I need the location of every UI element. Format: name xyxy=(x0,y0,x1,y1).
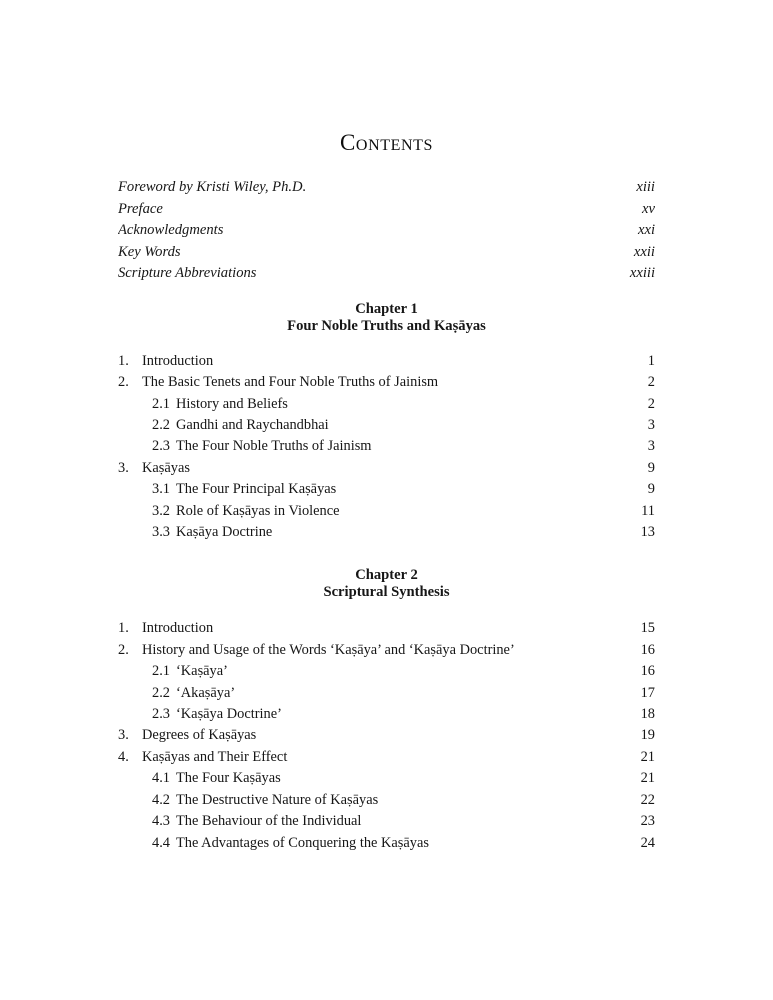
entry-number: 4.1 xyxy=(152,770,170,787)
entry-page-number: 9 xyxy=(647,481,655,498)
entry-page-number: 2 xyxy=(647,374,655,391)
page-title: Contents xyxy=(339,130,434,155)
toc-subentry-row[interactable] xyxy=(118,833,655,854)
entry-page-number: 15 xyxy=(640,620,655,637)
entry-page-number: 21 xyxy=(640,748,655,765)
entry-page-number: 17 xyxy=(640,684,655,701)
entry-number: 4.2 xyxy=(152,791,170,808)
toc-entry-row[interactable] xyxy=(118,747,655,768)
entry-title: The Destructive Nature of Kaṣāyas xyxy=(176,791,379,808)
toc-entry-row[interactable] xyxy=(118,618,655,639)
toc-entry-row[interactable] xyxy=(118,640,655,661)
toc-entry-row[interactable] xyxy=(118,458,655,479)
toc-subentry-row[interactable] xyxy=(118,704,655,725)
entry-page-number: 16 xyxy=(640,663,655,680)
toc-subentry-row[interactable] xyxy=(118,790,655,811)
toc-subentry-row[interactable] xyxy=(118,768,655,789)
section-spacer xyxy=(118,285,655,301)
entry-number: 3. xyxy=(118,727,129,744)
entry-page-number: 1 xyxy=(647,352,655,369)
entry-number: 4.4 xyxy=(152,834,170,851)
toc-entry-row[interactable] xyxy=(118,351,655,372)
section-spacer xyxy=(118,543,655,567)
front-matter-row[interactable] xyxy=(118,220,655,242)
front-matter-page-number: xxii xyxy=(633,243,655,260)
front-matter-list xyxy=(118,177,655,285)
toc-subentry-row[interactable] xyxy=(118,501,655,522)
section-spacer xyxy=(118,601,655,618)
entry-title: The Advantages of Conquering the Kaṣāyas xyxy=(176,834,429,851)
chapter-title: Four Noble Truths and Kaṣāyas xyxy=(287,317,486,334)
front-matter-row[interactable] xyxy=(118,263,655,285)
toc-subentry-row[interactable] xyxy=(118,479,655,500)
entry-number: 2. xyxy=(118,641,129,658)
entry-number: 4. xyxy=(118,748,129,765)
entry-title: The Four Noble Truths of Jainism xyxy=(176,438,372,455)
entry-title: The Basic Tenets and Four Noble Truths of Jainism xyxy=(142,374,439,391)
toc-content-area xyxy=(118,130,655,854)
entry-number: 3.3 xyxy=(152,524,170,541)
entry-title: ‘Kaṣāya’ xyxy=(176,663,228,680)
front-matter-page-number: xxiii xyxy=(629,265,655,282)
front-matter-label: Key Words xyxy=(118,243,181,260)
chapter-heading xyxy=(118,567,655,601)
front-matter-row[interactable] xyxy=(118,199,655,221)
entry-number: 1. xyxy=(118,620,129,637)
entry-title: Role of Kaṣāyas in Violence xyxy=(176,502,340,519)
entry-number: 3. xyxy=(118,459,129,476)
entry-title: Kaṣāyas and Their Effect xyxy=(142,748,288,765)
entry-page-number: 18 xyxy=(640,706,655,723)
front-matter-label: Preface xyxy=(118,200,163,217)
entry-title: Kaṣāyas xyxy=(142,459,190,476)
entry-page-number: 23 xyxy=(640,813,655,830)
entry-page-number: 3 xyxy=(647,438,655,455)
front-matter-page-number: xiii xyxy=(636,179,655,196)
entry-page-number: 3 xyxy=(647,417,655,434)
entry-page-number: 13 xyxy=(640,524,655,541)
toc-subentry-row[interactable] xyxy=(118,415,655,436)
entry-page-number: 19 xyxy=(640,727,655,744)
entry-page-number: 9 xyxy=(647,459,655,476)
entry-number: 2.2 xyxy=(152,417,170,434)
chapter-title: Scriptural Synthesis xyxy=(323,584,450,601)
entry-page-number: 24 xyxy=(640,834,655,851)
front-matter-page-number: xv xyxy=(642,200,655,217)
chapter-heading xyxy=(118,301,655,335)
toc-subentry-row[interactable] xyxy=(118,683,655,704)
entry-title: ‘Akaṣāya’ xyxy=(176,684,236,701)
front-matter-label: Foreword by Kristi Wiley, Ph.D. xyxy=(118,179,307,196)
front-matter-row[interactable] xyxy=(118,242,655,264)
entry-title: History and Usage of the Words ‘Kaṣāya’ and ‘Kaṣāya Doctrine’ xyxy=(142,641,515,658)
entry-number: 3.2 xyxy=(152,502,170,519)
entry-title: Introduction xyxy=(142,620,214,637)
entry-page-number: 16 xyxy=(640,641,655,658)
entry-page-number: 22 xyxy=(640,791,655,808)
toc-subentry-row[interactable] xyxy=(118,811,655,832)
front-matter-row[interactable] xyxy=(118,177,655,199)
chapter-label: Chapter 1 xyxy=(355,300,418,317)
entry-title: Gandhi and Raychandbhai xyxy=(176,417,329,434)
entry-page-number: 11 xyxy=(641,502,655,519)
toc-entry-row[interactable] xyxy=(118,372,655,393)
entry-number: 1. xyxy=(118,352,129,369)
toc-subentry-row[interactable] xyxy=(118,661,655,682)
toc-subentry-row[interactable] xyxy=(118,522,655,543)
chapter-sections xyxy=(118,285,655,854)
entry-number: 2.1 xyxy=(152,395,170,412)
entry-number: 2.1 xyxy=(152,663,170,680)
entry-title: History and Beliefs xyxy=(176,395,288,412)
toc-subentry-row[interactable] xyxy=(118,394,655,415)
entry-title: Degrees of Kaṣāyas xyxy=(142,727,257,744)
chapter-label: Chapter 2 xyxy=(355,567,418,584)
entry-title: The Four Kaṣāyas xyxy=(176,770,281,787)
entry-page-number: 2 xyxy=(647,395,655,412)
entry-title: The Four Principal Kaṣāyas xyxy=(176,481,337,498)
entry-number: 2.2 xyxy=(152,684,170,701)
entry-number: 2.3 xyxy=(152,706,170,723)
entry-title: Kaṣāya Doctrine xyxy=(176,524,273,541)
entry-number: 2.3 xyxy=(152,438,170,455)
entry-number: 2. xyxy=(118,374,129,391)
entry-number: 4.3 xyxy=(152,813,170,830)
entry-page-number: 21 xyxy=(640,770,655,787)
entry-title: ‘Kaṣāya Doctrine’ xyxy=(176,706,282,723)
front-matter-page-number: xxi xyxy=(637,222,655,239)
front-matter-label: Scripture Abbreviations xyxy=(118,265,257,282)
toc-subentry-row[interactable] xyxy=(118,436,655,457)
entry-number: 3.1 xyxy=(152,481,170,498)
section-spacer xyxy=(118,335,655,351)
entry-title: The Behaviour of the Individual xyxy=(176,813,362,830)
entry-title: Introduction xyxy=(142,352,214,369)
front-matter-label: Acknowledgments xyxy=(118,222,224,239)
toc-entry-row[interactable] xyxy=(118,725,655,746)
